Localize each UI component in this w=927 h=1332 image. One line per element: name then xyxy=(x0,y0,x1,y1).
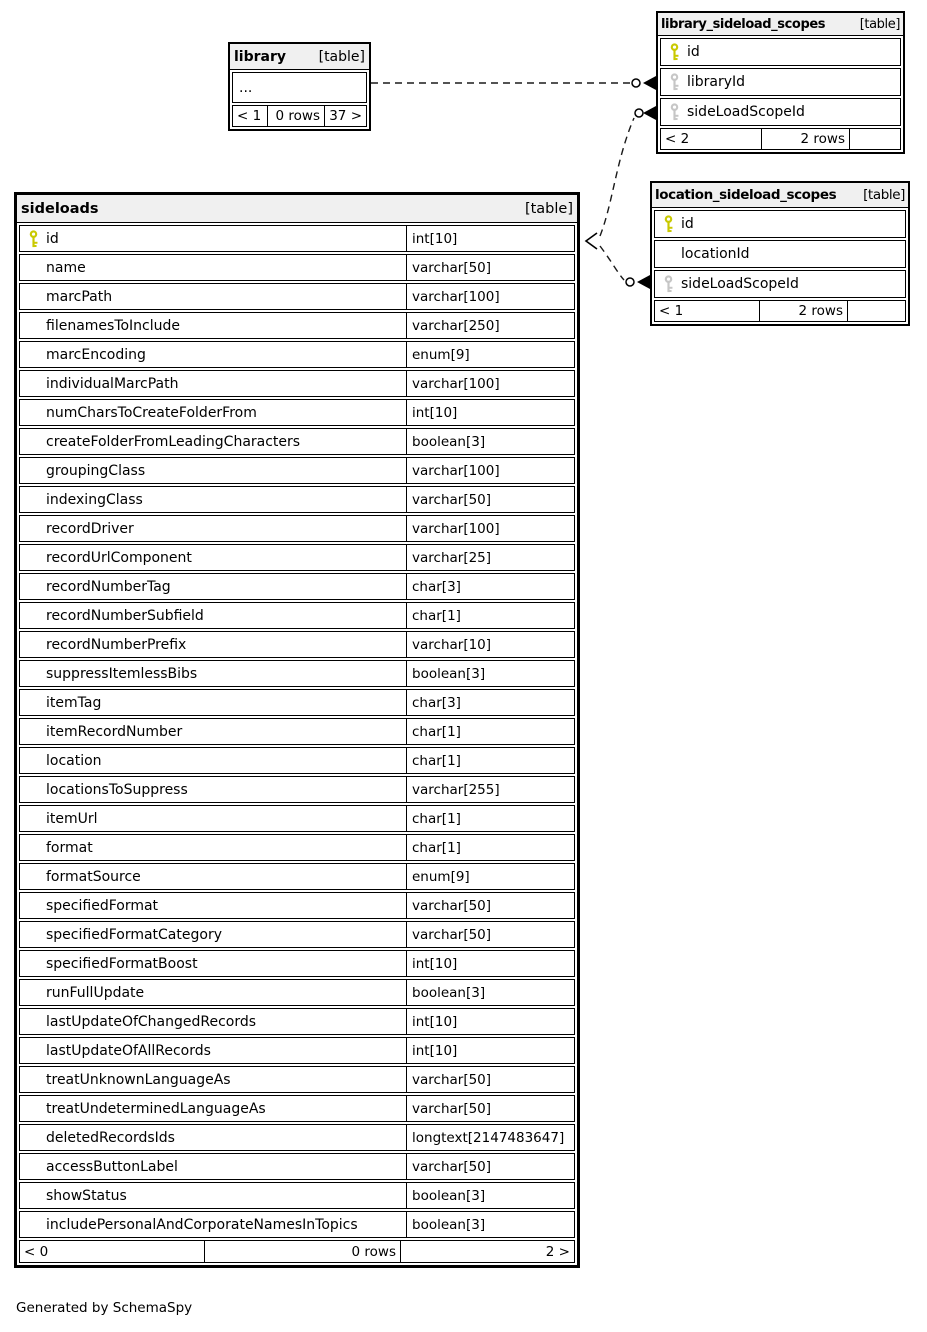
column-name: libraryId xyxy=(687,74,746,90)
column-row xyxy=(19,921,575,948)
column-list xyxy=(652,210,908,298)
column-type: boolean[3] xyxy=(406,661,574,686)
column-type: char[1] xyxy=(406,719,574,744)
ellipsis-label: ... xyxy=(239,79,253,96)
column-row xyxy=(19,515,575,542)
column-row xyxy=(654,240,906,268)
column-row xyxy=(19,283,575,310)
column-type: int[10] xyxy=(406,951,574,976)
column-type: longtext[2147483647] xyxy=(406,1125,574,1150)
column-name: showStatus xyxy=(46,1187,127,1204)
column-row xyxy=(19,1211,575,1238)
column-row xyxy=(19,486,575,513)
column-type: enum[9] xyxy=(406,342,574,367)
column-name: filenamesToInclude xyxy=(46,317,181,334)
column-type: boolean[3] xyxy=(406,429,574,454)
column-row xyxy=(19,1182,575,1209)
column-name: marcEncoding xyxy=(46,346,146,363)
column-list xyxy=(17,225,577,1238)
empty-key-slot xyxy=(20,694,46,712)
children-count: 37 > xyxy=(324,106,366,126)
table-sideloads-title: sideloads xyxy=(21,200,99,217)
column-type: int[10] xyxy=(406,1038,574,1063)
column-type: boolean[3] xyxy=(406,1183,574,1208)
column-name: id xyxy=(46,230,59,247)
column-row xyxy=(19,689,575,716)
column-name: itemUrl xyxy=(46,810,98,827)
column-type: varchar[50] xyxy=(406,255,574,280)
column-row xyxy=(660,68,901,96)
column-name: indexingClass xyxy=(46,491,143,508)
column-row xyxy=(19,1124,575,1151)
column-type: char[1] xyxy=(406,748,574,773)
foreign-key-icon xyxy=(655,275,681,293)
column-name: locationId xyxy=(681,246,750,262)
empty-key-slot xyxy=(20,868,46,886)
column-type: enum[9] xyxy=(406,864,574,889)
table-location-sideload-scopes-header[interactable] xyxy=(652,183,908,208)
parents-count: < 1 xyxy=(237,108,262,124)
table-sideloads-footer xyxy=(19,1240,575,1263)
column-name: sideLoadScopeId xyxy=(681,276,799,292)
column-row xyxy=(19,1095,575,1122)
column-row xyxy=(19,544,575,571)
column-name: location xyxy=(46,752,102,769)
column-name: createFolderFromLeadingCharacters xyxy=(46,433,301,450)
table-library xyxy=(228,42,371,131)
column-row xyxy=(19,950,575,977)
column-name: individualMarcPath xyxy=(46,375,179,392)
table-location-sideload-scopes-title: location_sideload_scopes xyxy=(655,187,837,203)
foreign-key-icon xyxy=(661,73,687,91)
column-type: varchar[50] xyxy=(406,1067,574,1092)
table-library-footer xyxy=(232,105,367,127)
empty-key-slot xyxy=(20,723,46,741)
empty-key-slot xyxy=(20,1216,46,1234)
table-location-sideload-scopes xyxy=(650,181,910,326)
column-name: accessButtonLabel xyxy=(46,1158,178,1175)
column-type: char[3] xyxy=(406,574,574,599)
column-name: treatUnknownLanguageAs xyxy=(46,1071,231,1088)
empty-key-slot xyxy=(20,578,46,596)
empty-key-slot xyxy=(20,926,46,944)
column-type: char[1] xyxy=(406,835,574,860)
row-count: 2 rows xyxy=(761,129,849,149)
column-row xyxy=(19,776,575,803)
empty-key-slot xyxy=(20,839,46,857)
empty-key-slot xyxy=(655,245,681,263)
column-type: char[1] xyxy=(406,806,574,831)
column-name: recordDriver xyxy=(46,520,134,537)
table-library-header[interactable] xyxy=(230,44,369,70)
column-row xyxy=(19,341,575,368)
column-row xyxy=(19,718,575,745)
table-library-sideload-scopes xyxy=(656,11,905,154)
table-library-sideload-scopes-title: library_sideload_scopes xyxy=(661,16,826,32)
row-count: 2 rows xyxy=(759,301,847,321)
column-row xyxy=(19,225,575,252)
empty-key-slot xyxy=(20,317,46,335)
column-type: varchar[100] xyxy=(406,458,574,483)
column-type: char[3] xyxy=(406,690,574,715)
empty-key-slot xyxy=(20,607,46,625)
empty-key-slot xyxy=(20,520,46,538)
empty-key-slot xyxy=(20,288,46,306)
column-row xyxy=(660,98,901,126)
table-type-tag: [table] xyxy=(859,16,900,32)
relationship-sideloads-location-scope xyxy=(600,246,650,289)
column-row xyxy=(19,312,575,339)
column-row xyxy=(19,428,575,455)
column-type: varchar[255] xyxy=(406,777,574,802)
column-type: varchar[250] xyxy=(406,313,574,338)
column-name: specifiedFormat xyxy=(46,897,159,914)
column-row xyxy=(19,602,575,629)
column-row xyxy=(19,747,575,774)
empty-key-slot xyxy=(20,491,46,509)
column-name: lastUpdateOfAllRecords xyxy=(46,1042,211,1059)
empty-key-slot xyxy=(20,1100,46,1118)
empty-key-slot xyxy=(20,955,46,973)
column-type: varchar[25] xyxy=(406,545,574,570)
foreign-key-icon xyxy=(661,103,687,121)
column-row xyxy=(19,1037,575,1064)
column-name: treatUndeterminedLanguageAs xyxy=(46,1100,266,1117)
table-sideloads xyxy=(14,192,580,1268)
column-type: varchar[50] xyxy=(406,893,574,918)
primary-key-icon xyxy=(20,230,46,248)
column-type: int[10] xyxy=(406,226,574,251)
table-type-tag: [table] xyxy=(863,187,905,203)
row-count: 0 rows xyxy=(204,1241,400,1262)
column-row xyxy=(654,270,906,298)
column-name: specifiedFormatBoost xyxy=(46,955,198,972)
column-type: varchar[10] xyxy=(406,632,574,657)
primary-key-icon xyxy=(661,43,687,61)
column-name: locationsToSuppress xyxy=(46,781,188,798)
empty-key-slot xyxy=(20,1013,46,1031)
table-library-collapsed-columns xyxy=(232,72,367,103)
table-type-tag: [table] xyxy=(524,200,573,217)
column-name: deletedRecordsIds xyxy=(46,1129,175,1146)
empty-key-slot xyxy=(20,549,46,567)
column-row xyxy=(19,892,575,919)
column-name: id xyxy=(687,44,700,60)
column-row xyxy=(19,1153,575,1180)
column-name: sideLoadScopeId xyxy=(687,104,805,120)
empty-key-slot xyxy=(20,1158,46,1176)
column-type: varchar[100] xyxy=(406,371,574,396)
table-location-sideload-scopes-footer xyxy=(654,300,906,322)
column-type: boolean[3] xyxy=(406,980,574,1005)
column-row xyxy=(654,210,906,238)
column-row xyxy=(19,863,575,890)
column-name: marcPath xyxy=(46,288,113,305)
column-row xyxy=(19,805,575,832)
column-row xyxy=(19,1066,575,1093)
column-type: boolean[3] xyxy=(406,1212,574,1237)
empty-key-slot xyxy=(20,375,46,393)
empty-key-slot xyxy=(20,781,46,799)
column-type: int[10] xyxy=(406,1009,574,1034)
column-row xyxy=(19,573,575,600)
column-type: char[1] xyxy=(406,603,574,628)
column-row xyxy=(19,1008,575,1035)
primary-key-icon xyxy=(655,215,681,233)
parents-count: < 1 xyxy=(659,303,684,319)
empty-key-slot xyxy=(20,1071,46,1089)
column-name: name xyxy=(46,259,86,276)
empty-key-slot xyxy=(20,404,46,422)
column-row xyxy=(19,979,575,1006)
column-row xyxy=(19,660,575,687)
column-name: itemTag xyxy=(46,694,102,711)
children-count xyxy=(847,301,905,321)
column-type: varchar[50] xyxy=(406,922,574,947)
table-sideloads-header[interactable] xyxy=(17,195,577,223)
empty-key-slot xyxy=(20,1187,46,1205)
empty-key-slot xyxy=(20,752,46,770)
column-name: includePersonalAndCorporateNamesInTopics xyxy=(46,1216,358,1233)
column-row xyxy=(19,457,575,484)
column-row xyxy=(19,254,575,281)
table-library-title: library xyxy=(234,48,287,65)
empty-key-slot xyxy=(20,1129,46,1147)
column-name: recordNumberPrefix xyxy=(46,636,187,653)
column-name: specifiedFormatCategory xyxy=(46,926,222,943)
column-row xyxy=(19,834,575,861)
column-name: lastUpdateOfChangedRecords xyxy=(46,1013,257,1030)
table-type-tag: [table] xyxy=(318,48,365,65)
column-name: format xyxy=(46,839,93,856)
column-type: varchar[50] xyxy=(406,1154,574,1179)
row-count: 0 rows xyxy=(267,106,324,126)
empty-key-slot xyxy=(20,984,46,1002)
column-name: recordUrlComponent xyxy=(46,549,192,566)
column-name: itemRecordNumber xyxy=(46,723,183,740)
empty-key-slot xyxy=(20,462,46,480)
column-name: id xyxy=(681,216,694,232)
column-name: recordNumberSubfield xyxy=(46,607,204,624)
column-type: varchar[50] xyxy=(406,487,574,512)
relationship-sideloads-library-scope xyxy=(586,106,656,249)
column-name: runFullUpdate xyxy=(46,984,145,1001)
empty-key-slot xyxy=(20,810,46,828)
column-row xyxy=(19,399,575,426)
column-type: int[10] xyxy=(406,400,574,425)
column-name: groupingClass xyxy=(46,462,146,479)
empty-key-slot xyxy=(20,897,46,915)
empty-key-slot xyxy=(20,433,46,451)
column-name: formatSource xyxy=(46,868,141,885)
parents-count: < 0 xyxy=(24,1243,49,1260)
column-type: varchar[100] xyxy=(406,516,574,541)
table-library-sideload-scopes-header[interactable] xyxy=(658,13,903,36)
column-type: varchar[100] xyxy=(406,284,574,309)
column-name: suppressItemlessBibs xyxy=(46,665,198,682)
column-row xyxy=(660,38,901,66)
relationship-library-libraryid xyxy=(371,76,656,90)
empty-key-slot xyxy=(20,636,46,654)
column-name: recordNumberTag xyxy=(46,578,171,595)
column-list xyxy=(658,38,903,126)
children-count: 2 > xyxy=(400,1241,574,1262)
table-library-sideload-scopes-footer xyxy=(660,128,901,150)
empty-key-slot xyxy=(20,1042,46,1060)
generated-by-note: Generated by SchemaSpy xyxy=(16,1300,193,1316)
empty-key-slot xyxy=(20,665,46,683)
column-row xyxy=(19,370,575,397)
children-count xyxy=(849,129,900,149)
column-name: numCharsToCreateFolderFrom xyxy=(46,404,257,421)
empty-key-slot xyxy=(20,346,46,364)
empty-key-slot xyxy=(20,259,46,277)
column-row xyxy=(19,631,575,658)
column-type: varchar[50] xyxy=(406,1096,574,1121)
parents-count: < 2 xyxy=(665,131,690,147)
